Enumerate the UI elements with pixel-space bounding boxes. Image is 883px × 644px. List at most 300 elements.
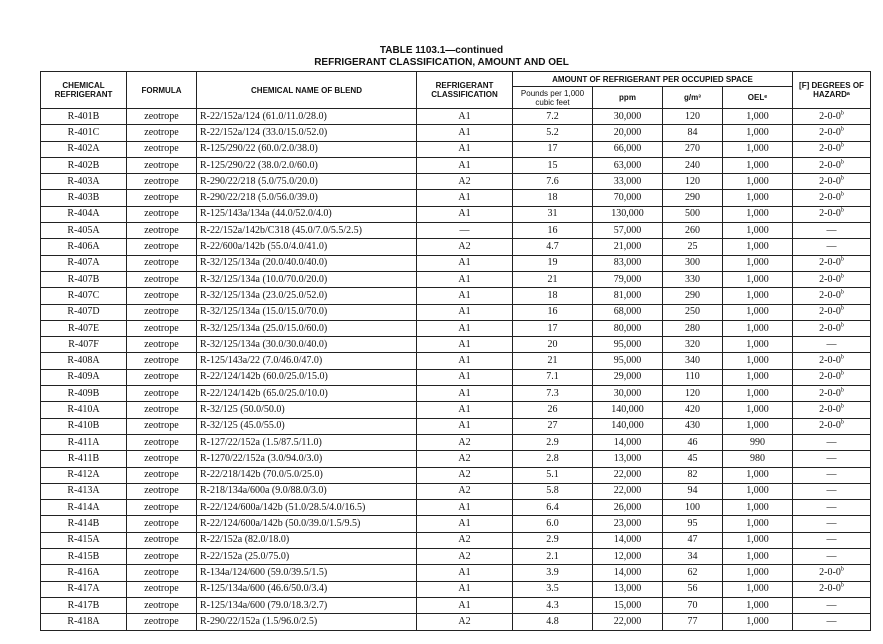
cell-pounds: 6.4 <box>513 500 593 516</box>
cell-ppm: 14,000 <box>593 532 663 548</box>
header-oel: OELᵉ <box>723 87 793 109</box>
cell-oel: 1,000 <box>723 467 793 483</box>
cell-blend-name: R-290/22/152a (1.5/96.0/2.5) <box>197 614 417 630</box>
table-row <box>41 451 871 467</box>
hazard-value: 2-0-0 <box>819 273 841 285</box>
cell-ppm: 14,000 <box>593 565 663 581</box>
cell-formula: zeotrope <box>127 386 197 402</box>
cell-pounds: 5.1 <box>513 467 593 483</box>
cell-blend-name: R-22/152a (82.0/18.0) <box>197 532 417 548</box>
table-body <box>41 109 871 631</box>
cell-formula: zeotrope <box>127 255 197 271</box>
cell-oel: 990 <box>723 434 793 450</box>
cell-oel: 1,000 <box>723 125 793 141</box>
table-row <box>41 353 871 369</box>
cell-hazard <box>793 353 871 369</box>
cell-ppm: 57,000 <box>593 223 663 239</box>
cell-formula: zeotrope <box>127 467 197 483</box>
cell-formula: zeotrope <box>127 500 197 516</box>
cell-formula: zeotrope <box>127 516 197 532</box>
cell-blend-name: R-290/22/218 (5.0/75.0/20.0) <box>197 174 417 190</box>
cell-classification: A1 <box>417 369 513 385</box>
cell-gm3: 260 <box>663 223 723 239</box>
hazard-value: 2-0-0 <box>819 110 841 122</box>
footnote-marker: b <box>840 289 844 296</box>
cell-pounds: 17 <box>513 141 593 157</box>
cell-blend-name: R-125/134a/600 (46.6/50.0/3.4) <box>197 581 417 597</box>
cell-hazard <box>793 369 871 385</box>
cell-blend-name: R-22/124/600a/142b (50.0/39.0/1.5/9.5) <box>197 516 417 532</box>
header-amount-group: AMOUNT OF REFRIGERANT PER OCCUPIED SPACE <box>513 72 793 87</box>
hazard-value: 2-0-0 <box>819 371 841 383</box>
hazard-value: — <box>826 436 837 448</box>
cell-classification: A2 <box>417 532 513 548</box>
cell-pounds: 2.9 <box>513 532 593 548</box>
cell-ppm: 26,000 <box>593 500 663 516</box>
cell-refrigerant: R-407D <box>41 304 127 320</box>
hazard-value: 2-0-0 <box>819 126 841 138</box>
cell-refrigerant: R-407C <box>41 288 127 304</box>
cell-ppm: 33,000 <box>593 174 663 190</box>
cell-gm3: 500 <box>663 206 723 222</box>
cell-pounds: 20 <box>513 337 593 353</box>
cell-hazard <box>793 402 871 418</box>
table-row <box>41 418 871 434</box>
hazard-value: — <box>826 338 837 350</box>
cell-refrigerant: R-415B <box>41 549 127 565</box>
cell-oel: 1,000 <box>723 174 793 190</box>
hazard-value: — <box>826 518 837 530</box>
cell-gm3: 34 <box>663 549 723 565</box>
table-row <box>41 255 871 271</box>
cell-hazard <box>793 597 871 613</box>
cell-hazard <box>793 614 871 630</box>
cell-formula: zeotrope <box>127 565 197 581</box>
cell-hazard <box>793 255 871 271</box>
header-chemical-name: CHEMICAL NAME OF BLEND <box>197 72 417 109</box>
cell-blend-name: R-125/143a/22 (7.0/46.0/47.0) <box>197 353 417 369</box>
table-caption <box>0 45 883 69</box>
cell-oel: 1,000 <box>723 255 793 271</box>
cell-formula: zeotrope <box>127 174 197 190</box>
cell-pounds: 18 <box>513 288 593 304</box>
cell-pounds: 15 <box>513 157 593 173</box>
cell-gm3: 120 <box>663 109 723 125</box>
cell-pounds: 3.9 <box>513 565 593 581</box>
cell-refrigerant: R-417B <box>41 597 127 613</box>
cell-oel: 1,000 <box>723 304 793 320</box>
cell-hazard <box>793 418 871 434</box>
cell-hazard <box>793 320 871 336</box>
table-row <box>41 467 871 483</box>
hazard-value: 2-0-0 <box>819 175 841 187</box>
cell-oel: 1,000 <box>723 500 793 516</box>
cell-blend-name: R-290/22/218 (5.0/56.0/39.0) <box>197 190 417 206</box>
hazard-value: 2-0-0 <box>819 420 841 432</box>
cell-ppm: 66,000 <box>593 141 663 157</box>
cell-ppm: 70,000 <box>593 190 663 206</box>
cell-pounds: 17 <box>513 320 593 336</box>
footnote-marker: b <box>840 208 844 215</box>
cell-oel: 1,000 <box>723 353 793 369</box>
cell-classification: A2 <box>417 434 513 450</box>
cell-formula: zeotrope <box>127 614 197 630</box>
footnote-marker: b <box>840 387 844 394</box>
cell-oel: 1,000 <box>723 549 793 565</box>
cell-formula: zeotrope <box>127 549 197 565</box>
cell-oel: 1,000 <box>723 271 793 287</box>
hazard-value: — <box>826 452 837 464</box>
table-row <box>41 337 871 353</box>
cell-gm3: 340 <box>663 353 723 369</box>
cell-gm3: 82 <box>663 467 723 483</box>
cell-blend-name: R-22/152a/124 (33.0/15.0/52.0) <box>197 125 417 141</box>
hazard-value: — <box>826 469 837 481</box>
table-row <box>41 304 871 320</box>
cell-blend-name: R-22/152a/142b/C318 (45.0/7.0/5.5/2.5) <box>197 223 417 239</box>
cell-blend-name: R-22/218/142b (70.0/5.0/25.0) <box>197 467 417 483</box>
hazard-value: — <box>826 615 837 627</box>
table-row <box>41 581 871 597</box>
cell-hazard <box>793 386 871 402</box>
cell-pounds: 3.5 <box>513 581 593 597</box>
cell-ppm: 23,000 <box>593 516 663 532</box>
cell-oel: 1,000 <box>723 516 793 532</box>
cell-pounds: 19 <box>513 255 593 271</box>
cell-hazard <box>793 174 871 190</box>
hazard-value: 2-0-0 <box>819 566 841 578</box>
cell-ppm: 21,000 <box>593 239 663 255</box>
hazard-value: 2-0-0 <box>819 387 841 399</box>
cell-gm3: 95 <box>663 516 723 532</box>
cell-refrigerant: R-403A <box>41 174 127 190</box>
cell-hazard <box>793 157 871 173</box>
cell-ppm: 13,000 <box>593 581 663 597</box>
cell-ppm: 68,000 <box>593 304 663 320</box>
cell-classification: A1 <box>417 581 513 597</box>
cell-refrigerant: R-405A <box>41 223 127 239</box>
cell-pounds: 31 <box>513 206 593 222</box>
footnote-marker: b <box>840 305 844 312</box>
cell-blend-name: R-32/125/134a (25.0/15.0/60.0) <box>197 320 417 336</box>
cell-gm3: 47 <box>663 532 723 548</box>
cell-oel: 1,000 <box>723 288 793 304</box>
cell-blend-name: R-125/134a/600 (79.0/18.3/2.7) <box>197 597 417 613</box>
cell-oel: 1,000 <box>723 483 793 499</box>
cell-classification: A1 <box>417 206 513 222</box>
table-row <box>41 109 871 125</box>
cell-formula: zeotrope <box>127 451 197 467</box>
cell-oel: 1,000 <box>723 581 793 597</box>
cell-blend-name: R-127/22/152a (1.5/87.5/11.0) <box>197 434 417 450</box>
table-row <box>41 141 871 157</box>
cell-pounds: 6.0 <box>513 516 593 532</box>
header-classification: REFRIGERANT CLASSIFICATION <box>417 72 513 109</box>
cell-gm3: 46 <box>663 434 723 450</box>
table-row <box>41 483 871 499</box>
hazard-value: — <box>826 501 837 513</box>
cell-gm3: 45 <box>663 451 723 467</box>
hazard-value: 2-0-0 <box>819 322 841 334</box>
cell-classification: A1 <box>417 255 513 271</box>
cell-hazard <box>793 483 871 499</box>
cell-refrigerant: R-408A <box>41 353 127 369</box>
cell-classification: A1 <box>417 500 513 516</box>
cell-oel: 1,000 <box>723 565 793 581</box>
hazard-value: — <box>826 241 837 253</box>
cell-gm3: 270 <box>663 141 723 157</box>
cell-hazard <box>793 288 871 304</box>
cell-ppm: 83,000 <box>593 255 663 271</box>
cell-formula: zeotrope <box>127 369 197 385</box>
cell-formula: zeotrope <box>127 125 197 141</box>
cell-classification: A2 <box>417 483 513 499</box>
footnote-marker: b <box>840 419 844 426</box>
cell-classification: A1 <box>417 304 513 320</box>
cell-gm3: 250 <box>663 304 723 320</box>
cell-formula: zeotrope <box>127 288 197 304</box>
cell-gm3: 290 <box>663 190 723 206</box>
cell-blend-name: R-218/134a/600a (9.0/88.0/3.0) <box>197 483 417 499</box>
table-row <box>41 532 871 548</box>
cell-refrigerant: R-407F <box>41 337 127 353</box>
cell-blend-name: R-125/290/22 (38.0/2.0/60.0) <box>197 157 417 173</box>
table-row <box>41 206 871 222</box>
cell-oel: 1,000 <box>723 614 793 630</box>
table-row <box>41 320 871 336</box>
cell-gm3: 77 <box>663 614 723 630</box>
footnote-marker: b <box>840 322 844 329</box>
cell-oel: 1,000 <box>723 190 793 206</box>
cell-ppm: 29,000 <box>593 369 663 385</box>
cell-classification: A1 <box>417 337 513 353</box>
cell-formula: zeotrope <box>127 434 197 450</box>
cell-refrigerant: R-404A <box>41 206 127 222</box>
cell-classification: A2 <box>417 467 513 483</box>
cell-blend-name: R-32/125/134a (23.0/25.0/52.0) <box>197 288 417 304</box>
cell-refrigerant: R-407A <box>41 255 127 271</box>
header-formula: FORMULA <box>127 72 197 109</box>
cell-blend-name: R-32/125/134a (30.0/30.0/40.0) <box>197 337 417 353</box>
cell-refrigerant: R-414A <box>41 500 127 516</box>
cell-gm3: 300 <box>663 255 723 271</box>
cell-ppm: 95,000 <box>593 353 663 369</box>
cell-hazard <box>793 516 871 532</box>
hazard-value: 2-0-0 <box>819 355 841 367</box>
cell-ppm: 30,000 <box>593 386 663 402</box>
table-row <box>41 190 871 206</box>
cell-blend-name: R-125/290/22 (60.0/2.0/38.0) <box>197 141 417 157</box>
cell-gm3: 100 <box>663 500 723 516</box>
cell-ppm: 22,000 <box>593 467 663 483</box>
cell-blend-name: R-1270/22/152a (3.0/94.0/3.0) <box>197 451 417 467</box>
table-row <box>41 516 871 532</box>
cell-hazard <box>793 532 871 548</box>
footnote-marker: b <box>840 403 844 410</box>
cell-gm3: 56 <box>663 581 723 597</box>
cell-classification: A1 <box>417 288 513 304</box>
footnote-marker: b <box>840 110 844 117</box>
cell-pounds: 4.8 <box>513 614 593 630</box>
cell-refrigerant: R-410B <box>41 418 127 434</box>
footnote-marker: b <box>840 371 844 378</box>
cell-formula: zeotrope <box>127 157 197 173</box>
cell-formula: zeotrope <box>127 597 197 613</box>
cell-blend-name: R-22/152a/124 (61.0/11.0/28.0) <box>197 109 417 125</box>
cell-pounds: 7.6 <box>513 174 593 190</box>
cell-pounds: 5.8 <box>513 483 593 499</box>
cell-formula: zeotrope <box>127 271 197 287</box>
cell-oel: 1,000 <box>723 386 793 402</box>
cell-refrigerant: R-416A <box>41 565 127 581</box>
cell-gm3: 240 <box>663 157 723 173</box>
cell-oel: 1,000 <box>723 141 793 157</box>
cell-classification: A1 <box>417 125 513 141</box>
cell-classification: A2 <box>417 451 513 467</box>
cell-refrigerant: R-407B <box>41 271 127 287</box>
cell-formula: zeotrope <box>127 223 197 239</box>
footnote-marker: b <box>840 191 844 198</box>
cell-ppm: 22,000 <box>593 483 663 499</box>
cell-pounds: 5.2 <box>513 125 593 141</box>
footnote-marker: b <box>840 354 844 361</box>
cell-formula: zeotrope <box>127 206 197 222</box>
cell-oel: 1,000 <box>723 402 793 418</box>
header-gm3: g/m³ <box>663 87 723 109</box>
footnote-marker: b <box>840 566 844 573</box>
hazard-value: — <box>826 534 837 546</box>
cell-classification: A2 <box>417 174 513 190</box>
header-degrees-of-hazard: [F] DEGREES OF HAZARDᵃ <box>793 72 871 109</box>
footnote-marker: b <box>840 582 844 589</box>
cell-oel: 1,000 <box>723 206 793 222</box>
cell-refrigerant: R-418A <box>41 614 127 630</box>
hazard-value: 2-0-0 <box>819 289 841 301</box>
cell-formula: zeotrope <box>127 532 197 548</box>
cell-refrigerant: R-407E <box>41 320 127 336</box>
cell-gm3: 70 <box>663 597 723 613</box>
cell-hazard <box>793 190 871 206</box>
cell-gm3: 84 <box>663 125 723 141</box>
cell-refrigerant: R-406A <box>41 239 127 255</box>
cell-ppm: 130,000 <box>593 206 663 222</box>
cell-blend-name: R-22/124/142b (60.0/25.0/15.0) <box>197 369 417 385</box>
cell-classification: A1 <box>417 353 513 369</box>
hazard-value: 2-0-0 <box>819 192 841 204</box>
table-row <box>41 174 871 190</box>
cell-classification: A1 <box>417 565 513 581</box>
cell-gm3: 94 <box>663 483 723 499</box>
cell-formula: zeotrope <box>127 190 197 206</box>
cell-gm3: 420 <box>663 402 723 418</box>
table-row <box>41 549 871 565</box>
cell-gm3: 330 <box>663 271 723 287</box>
cell-refrigerant: R-402B <box>41 157 127 173</box>
cell-blend-name: R-125/143a/134a (44.0/52.0/4.0) <box>197 206 417 222</box>
cell-formula: zeotrope <box>127 483 197 499</box>
hazard-value: — <box>826 550 837 562</box>
hazard-value: — <box>826 224 837 236</box>
cell-blend-name: R-32/125 (45.0/55.0) <box>197 418 417 434</box>
cell-refrigerant: R-417A <box>41 581 127 597</box>
cell-pounds: 26 <box>513 402 593 418</box>
cell-ppm: 95,000 <box>593 337 663 353</box>
header-pounds: Pounds per 1,000 cubic feet <box>513 87 593 109</box>
cell-ppm: 140,000 <box>593 418 663 434</box>
cell-blend-name: R-32/125 (50.0/50.0) <box>197 402 417 418</box>
cell-formula: zeotrope <box>127 141 197 157</box>
footnote-marker: b <box>840 142 844 149</box>
footnote-marker: b <box>840 175 844 182</box>
cell-pounds: 7.3 <box>513 386 593 402</box>
cell-classification: A1 <box>417 157 513 173</box>
hazard-value: — <box>826 485 837 497</box>
cell-ppm: 13,000 <box>593 451 663 467</box>
cell-gm3: 290 <box>663 288 723 304</box>
cell-pounds: 2.1 <box>513 549 593 565</box>
hazard-value: 2-0-0 <box>819 583 841 595</box>
table-row <box>41 500 871 516</box>
cell-refrigerant: R-414B <box>41 516 127 532</box>
footnote-marker: b <box>840 159 844 166</box>
cell-gm3: 120 <box>663 174 723 190</box>
footnote-marker: b <box>840 126 844 133</box>
cell-gm3: 430 <box>663 418 723 434</box>
cell-formula: zeotrope <box>127 418 197 434</box>
cell-refrigerant: R-411A <box>41 434 127 450</box>
cell-ppm: 22,000 <box>593 614 663 630</box>
cell-refrigerant: R-411B <box>41 451 127 467</box>
cell-classification: A1 <box>417 320 513 336</box>
cell-classification: A2 <box>417 549 513 565</box>
cell-oel: 1,000 <box>723 109 793 125</box>
cell-refrigerant: R-409B <box>41 386 127 402</box>
cell-hazard <box>793 467 871 483</box>
cell-refrigerant: R-412A <box>41 467 127 483</box>
cell-hazard <box>793 337 871 353</box>
cell-pounds: 4.3 <box>513 597 593 613</box>
cell-classification: A1 <box>417 418 513 434</box>
hazard-value: 2-0-0 <box>819 306 841 318</box>
cell-blend-name: R-22/124/142b (65.0/25.0/10.0) <box>197 386 417 402</box>
cell-refrigerant: R-409A <box>41 369 127 385</box>
cell-classification: A2 <box>417 614 513 630</box>
cell-blend-name: R-32/125/134a (15.0/15.0/70.0) <box>197 304 417 320</box>
table-row <box>41 271 871 287</box>
cell-blend-name: R-22/600a/142b (55.0/4.0/41.0) <box>197 239 417 255</box>
table-title: REFRIGERANT CLASSIFICATION, AMOUNT AND OEL <box>314 57 569 68</box>
table-row <box>41 402 871 418</box>
cell-hazard <box>793 451 871 467</box>
table-number: TABLE 1103.1—continued <box>379 45 504 56</box>
cell-gm3: 320 <box>663 337 723 353</box>
cell-oel: 1,000 <box>723 337 793 353</box>
cell-hazard <box>793 581 871 597</box>
cell-hazard <box>793 304 871 320</box>
cell-refrigerant: R-401B <box>41 109 127 125</box>
cell-ppm: 140,000 <box>593 402 663 418</box>
cell-formula: zeotrope <box>127 353 197 369</box>
cell-ppm: 30,000 <box>593 109 663 125</box>
cell-oel: 1,000 <box>723 532 793 548</box>
cell-classification: — <box>417 223 513 239</box>
cell-refrigerant: R-403B <box>41 190 127 206</box>
cell-blend-name: R-134a/124/600 (59.0/39.5/1.5) <box>197 565 417 581</box>
cell-oel: 1,000 <box>723 239 793 255</box>
cell-pounds: 18 <box>513 190 593 206</box>
cell-ppm: 80,000 <box>593 320 663 336</box>
cell-refrigerant: R-401C <box>41 125 127 141</box>
